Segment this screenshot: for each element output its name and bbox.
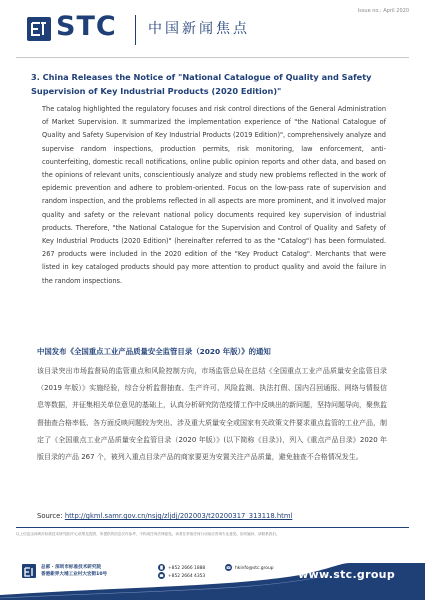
article-title-text: China Releases the Notice of "National Catalogue of Quality and Safety Supervision of Key Industrial Products (2020 Edition)": [31, 72, 372, 96]
article-body-chinese: 该目录突出市场监督局的监管重点和风险控制方向，市场监管总局在总结《全国重点工业产品质量安全监管目录（2019 年版）》实施经验，综合分析监督抽查、生产许可、风险监测、执法打假、国内召回通报、网络与情报信息等数据，并征集相关单位意见的基础上，认真分析研究防范疫情工作中反映出的新问题，坚持问题导向，聚焦监督抽查合格率低、各方面反映问题较为突出、涉及重大质量安全或国家有关政策文件要求重点监管的工业产品，制定了《全国重点工业产品质量安全监管目录（2020 年版）》(以下简称《目录》)，列入《重点产品目录》2020 年版目录的产品 267 个，被列入重点目录产品的商家要更为安置关注产品质量，避免抽查不合格情况发生。: [37, 367, 387, 462]
article-number: 3.: [31, 72, 40, 82]
publication-title: 中国新闻焦点: [148, 21, 250, 37]
footer-address-line1: 总部 · 深圳市标准技术研究院: [41, 565, 102, 570]
footer-address-line2: 香港新界大埔工业村大宏街10号: [41, 572, 108, 578]
source-link[interactable]: http://gkml.samr.gov.cn/nsjg/zljdj/202003/t20200317_313118.html: [64, 512, 293, 520]
header-divider: [16, 57, 409, 58]
article-title-chinese: 中国发布《全国重点工业产品质量安全监管目录（2020 年版）》的通知: [37, 347, 271, 356]
source-label: Source:: [37, 512, 63, 520]
logo-text: STC: [56, 11, 117, 42]
footer-address: [41, 564, 107, 579]
footer-phones: [158, 564, 205, 581]
phone-number-2[interactable]: +852 2664 4353: [168, 574, 206, 580]
phone-icon: [158, 564, 165, 571]
disclaimer-text: 以上信息由深圳市标准技术研究院/中心收集及提供，所提供的信息仅作参考，不构成任何法律意见。读者在采取任何行动前应咨询专业意见。如有疑问，请联系我们。: [16, 532, 280, 536]
stc-logo-icon: [27, 17, 51, 41]
article-title: [31, 70, 401, 98]
fax-icon: [158, 572, 165, 579]
logo-divider: [135, 15, 136, 45]
phone-number-1[interactable]: +852 2666 1888: [168, 566, 206, 571]
footer-email: [225, 564, 274, 572]
website-link[interactable]: www.stc.group: [298, 568, 395, 581]
footer-logo-icon: [22, 564, 36, 578]
email-icon: [225, 564, 232, 571]
article-body-english: The catalog highlighted the regulatory focuses and risk control directions of the General Administration of Market Supervision. It summarized the implementation experience of "the National Catalogue of Quality and Safety Supervision of Key Industrial Products (2019 Edition)", comprehensively analyze and supervise random inspections, production permits, risk monitoring, law enforcement, anti-counterfeiting, domestic recall notifications, online public opinion reports and other data, and based on the opinions of relevant units, conscientiously analyze and study new problems reflected in the work of epidemic prevention and adhere to problem-oriented. Focus on the low-pass rate of supervision and random inspection, and the problems reflected in all aspects are more prominent, and it involved major quality and safety or the relevant national policy documents required key supervision of industrial products. Therefore, "the National Catalogue for the Supervision and Control of Quality and Safety of Key Industrial Products (2020 Edition)" (hereinafter referred to as the "Catalog") has been formulated. 267 products were included in the 2020 edition of the "Key Product Catalog". Merchants that were listed in key cataloged products should pay more attention to product quality and avoid the failure in the random inspections.: [42, 105, 386, 285]
source-line: [37, 511, 292, 521]
issue-number: Issue no.: April 2020: [357, 8, 409, 14]
footer-divider: [16, 527, 409, 528]
page-header: [0, 0, 425, 62]
email-address[interactable]: hkinfo@stc.group: [235, 566, 274, 571]
